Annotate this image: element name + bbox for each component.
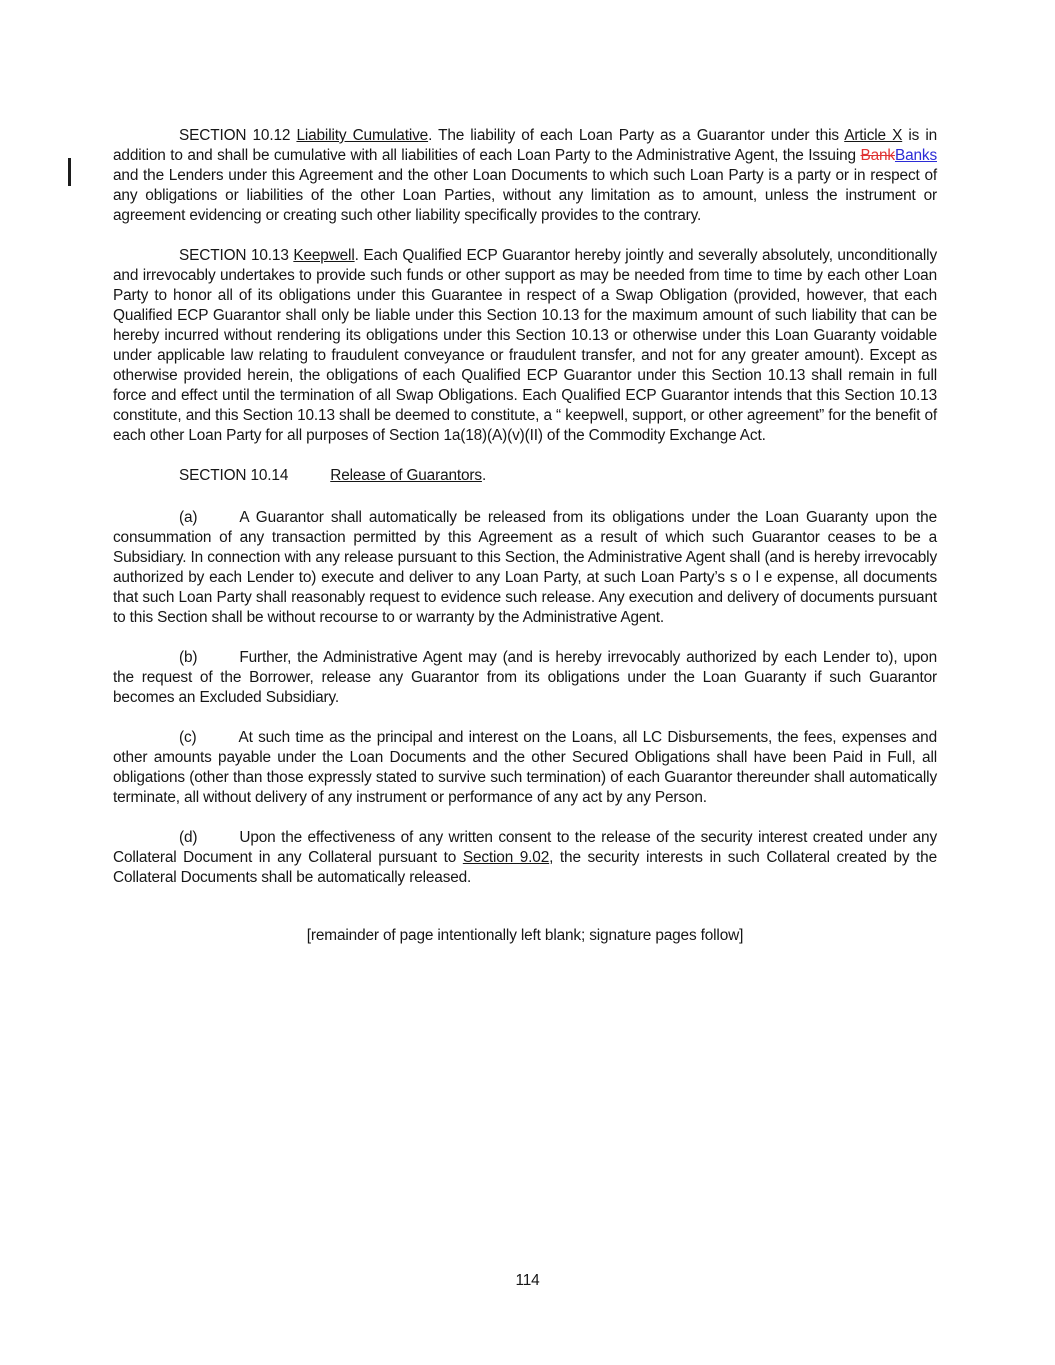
text-run: , the security interests in such Collateral created by the Collateral Documents shall be automatically released. bbox=[113, 849, 938, 886]
text-run-u: Keepwell bbox=[293, 247, 355, 264]
heading-section-10-14 bbox=[113, 466, 937, 486]
text-run: At such time as the principal and interest on the Loans, all LC Disbursements, the fees, expenses and other amounts payable under the Loan Documents and the other Secured Obligations shall have been Paid in Full, all obligations (other than those expressly stated to survive such termination) of each Guarantor thereunder shall automatically terminate, all without delivery of any instrument or performance of any act by any Person. bbox=[113, 729, 937, 806]
text-run: A Guarantor shall automatically be released from its obligations under the Loan Guaranty upon the consummation of any transaction permitted by this Agreement as a result of which such Guarantor ceases to be a Subsidiary. In connection with any release pursuant to this Section, the Administrative Agent shall (and is hereby irrevocably authorized by each Lender to) execute and deliver to any Loan Party, at such Loan Party’s s o l e expense, all documents that such Loan Party shall reasonably request to evidence such release. Any execution and delivery of documents pursuant to this Section shall be without recourse to or warranty by the Administrative Agent. bbox=[113, 509, 937, 626]
text-run-del: Bank bbox=[860, 147, 895, 164]
text-run-ins: Banks bbox=[894, 147, 937, 164]
paragraph-clause-d bbox=[113, 828, 937, 888]
text-run-u: Release of Guarantors bbox=[330, 467, 482, 484]
text-run: SECTION 10.12 bbox=[179, 127, 297, 144]
text-run: (d) bbox=[179, 829, 198, 846]
page-number: 114 bbox=[515, 1272, 540, 1289]
text-run-u: Section 9.02 bbox=[462, 849, 550, 866]
remainder-notice: [remainder of page intentionally left blank; signature pages follow] bbox=[306, 927, 744, 944]
revision-change-bar bbox=[68, 158, 71, 186]
paragraph-section-10-12 bbox=[113, 126, 937, 226]
text-run: . bbox=[481, 467, 487, 484]
paragraph-clause-a bbox=[113, 508, 937, 628]
text-run: is in addition to and shall be cumulative with all liabilities of each Loan Party to the Administrative Agent, the Issuing bbox=[113, 127, 938, 164]
document-body bbox=[113, 126, 937, 966]
text-run: Further, the Administrative Agent may (and is hereby irrevocably authorized by each Lender to), upon the request of the Borrower, release any Guarantor from its obligations under the Loan Guaranty if such Guarantor becomes an Excluded Subsidiary. bbox=[113, 649, 937, 706]
text-run: SECTION 10.14 bbox=[179, 467, 289, 484]
paragraph-clause-b bbox=[113, 648, 937, 708]
paragraph-clause-c bbox=[113, 728, 937, 808]
text-run: . Each Qualified ECP Guarantor hereby jointly and severally absolutely, unconditionally and irrevocably undertakes to provide such funds or other support as may be needed from time to time by each other Loan Party to honor all of its obligations under this Guarantee in respect of a Swap Obligation (provided, however, that each Qualified ECP Guarantor shall only be liable under this Section 10.13 for the maximum amount of such liability that can be hereby incurred without rendering its obligations under this Section 10.13 or otherwise under this Loan Guaranty voidable under applicable law relating to fraudulent conveyance or fraudulent transfer, and not for any greater amount). Except as otherwise provided herein, the obligations of each Qualified ECP Guarantor under this Section 10.13 shall remain in full force and effect until the termination of all Swap Obligations. Each Qualified ECP Guarantor intends that this Section 10.13 constitute, and this Section 10.13 shall be deemed to constitute, a “ keepwell, support, or other agreement” for the benefit of each other Loan Party for all purposes of Section 1a(18)(A)(v)(II) of the Commodity Exchange Act. bbox=[113, 247, 937, 444]
text-run: (a) bbox=[179, 509, 198, 526]
paragraph-section-10-13 bbox=[113, 246, 937, 446]
text-run: (b) bbox=[179, 649, 198, 666]
text-run-u: Article X bbox=[844, 127, 903, 144]
text-run: SECTION 10.13 bbox=[179, 247, 294, 264]
text-run-u: Liability Cumulative bbox=[296, 127, 429, 144]
text-run: . The liability of each Loan Party as a Guarantor under this bbox=[428, 127, 845, 144]
text-run: (c) bbox=[179, 729, 197, 746]
text-run: and the Lenders under this Agreement and the other Loan Documents to which such Loan Party is a party or in respect of any obligations or liabilities of the other Loan Parties, without any limitation as to amount, unless the instrument or agreement evidencing or creating such other liability specifically provides to the contrary. bbox=[113, 167, 937, 224]
text-run: Upon the effectiveness of any written consent to the release of the security interest created under any Collateral Document in any Collateral pursuant to bbox=[113, 829, 937, 866]
